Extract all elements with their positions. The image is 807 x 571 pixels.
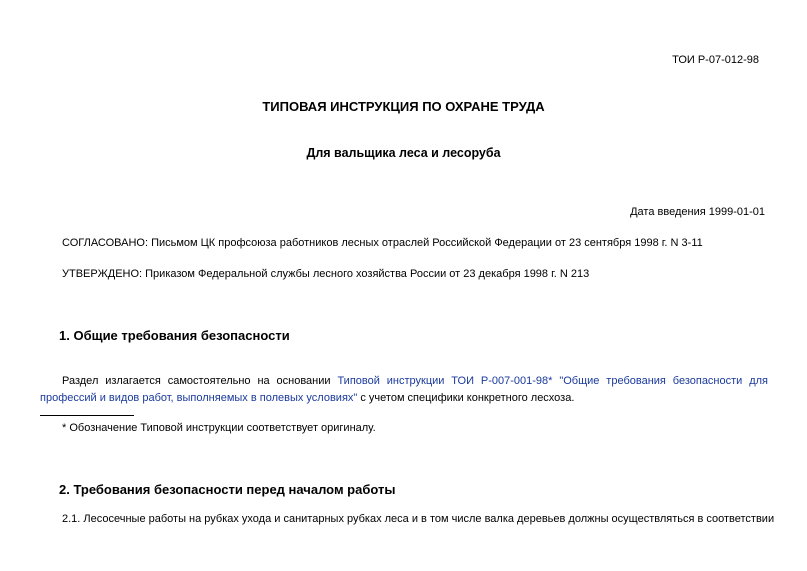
- footnote: * Обозначение Типовой инструкции соответствует оригиналу.: [62, 422, 376, 434]
- section-1-heading: 1. Общие требования безопасности: [59, 328, 290, 343]
- agreed-line: СОГЛАСОВАНО: Письмом ЦК профсоюза работников лесных отраслей Российской Федерации от 23 сентября 1998 г. N 3-11: [62, 237, 703, 249]
- paragraph-text-after: с учетом специфики конкретного лесхоза.: [357, 391, 575, 404]
- section-1-paragraph: [40, 373, 768, 406]
- approved-line: УТВЕРЖДЕНО: Приказом Федеральной службы лесного хозяйства России от 23 декабря 1998 г. N 213: [62, 268, 590, 280]
- document-subtitle: Для вальщика леса и лесоруба: [306, 146, 501, 160]
- toi-reference-link[interactable]: Типовой инструкции ТОИ Р-007-001-98* "Общие требования безопасности для профессий и видов работ, выполняемых в полевых условиях": [40, 375, 768, 404]
- section-2-heading: 2. Требования безопасности перед началом работы: [59, 482, 396, 497]
- paragraph-text-before: Раздел излагается самостоятельно на основании: [62, 375, 338, 387]
- footnote-divider: [40, 415, 134, 416]
- section-2-paragraph-1: 2.1. Лесосечные работы на рубках ухода и санитарных рубках леса и в том числе валка деревьев должны осуществляться в соответствии: [62, 513, 775, 525]
- document-code: ТОИ Р-07-012-98: [672, 54, 759, 66]
- document-title: ТИПОВАЯ ИНСТРУКЦИЯ ПО ОХРАНЕ ТРУДА: [262, 99, 545, 114]
- introduction-date: Дата введения 1999-01-01: [630, 206, 765, 218]
